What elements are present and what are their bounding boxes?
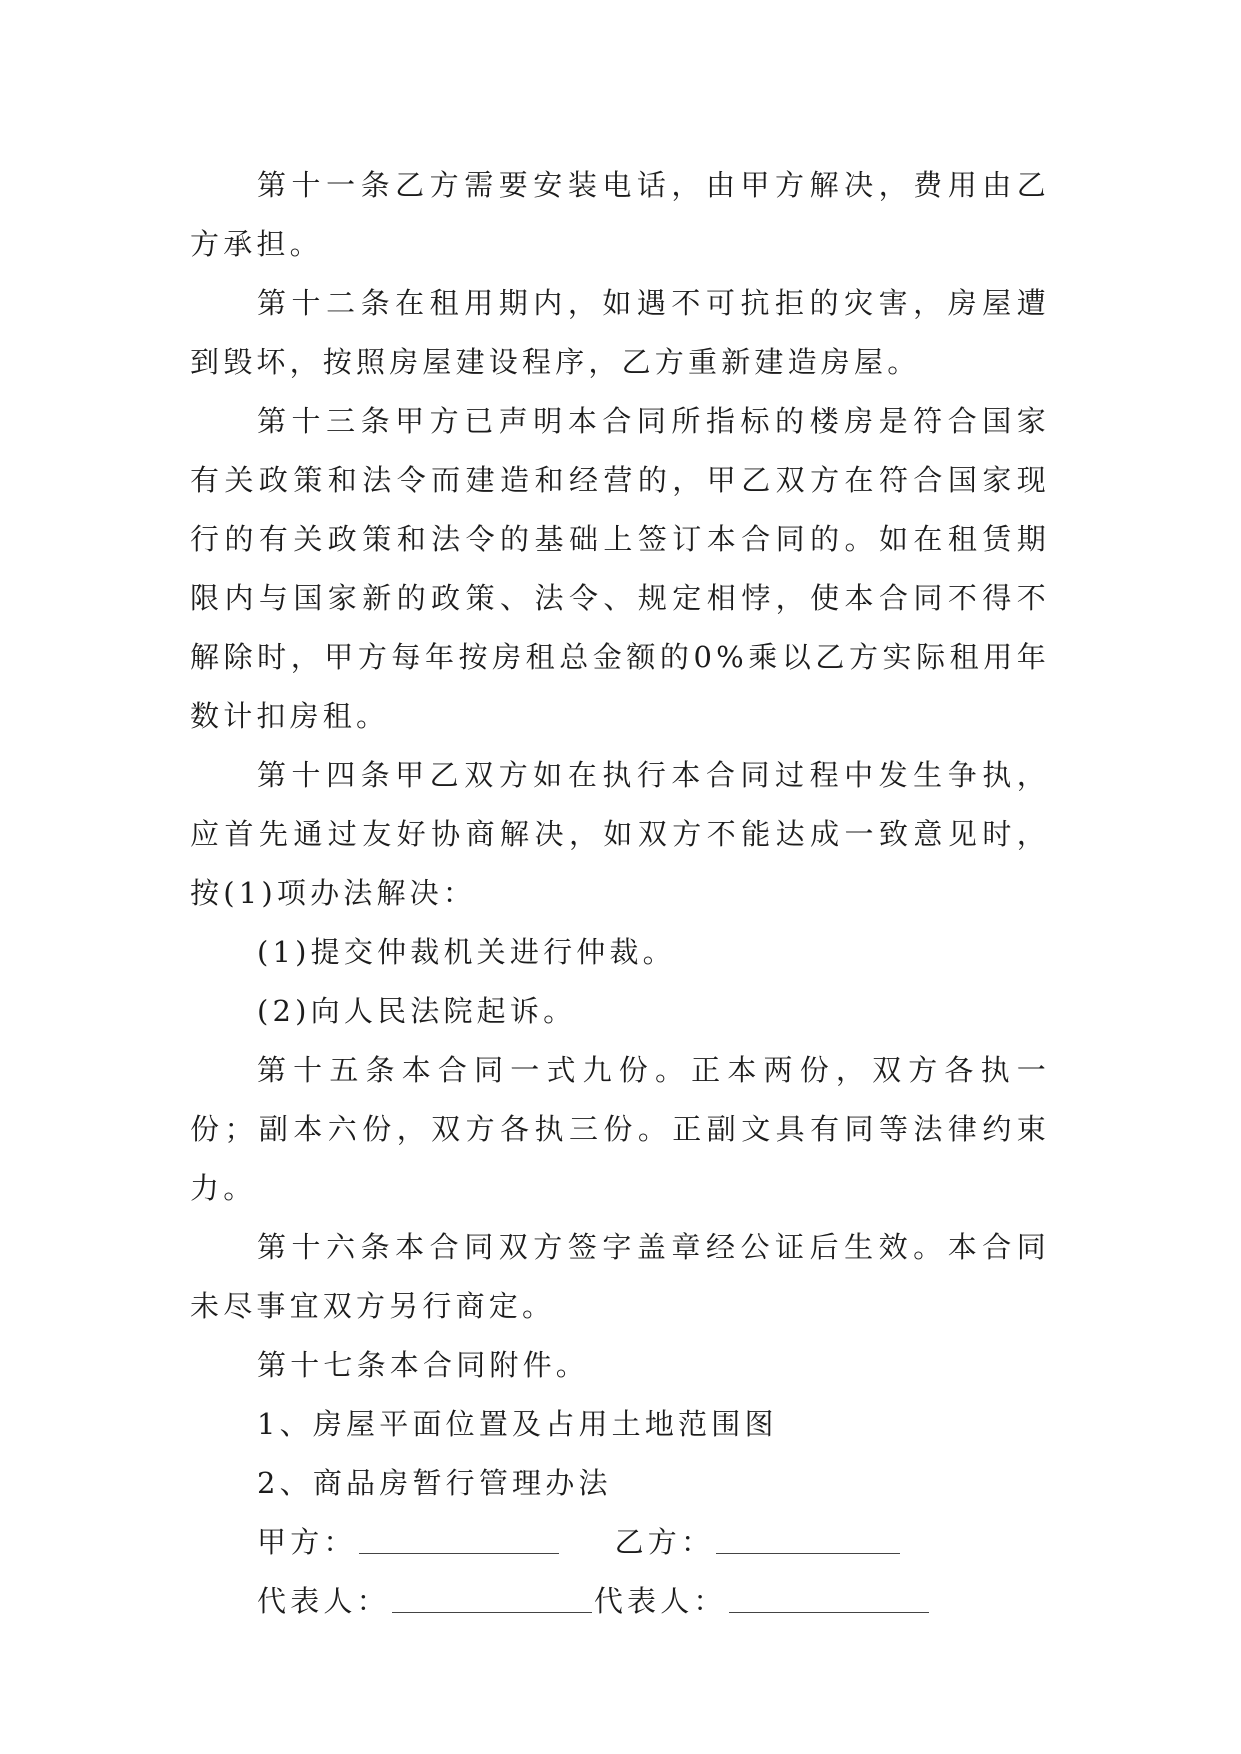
article-11: 第十一条乙方需要安装电话，由甲方解决，费用由乙方承担。 bbox=[190, 168, 1050, 261]
party-b-signature-blank bbox=[716, 1523, 900, 1554]
representative-signature-row bbox=[190, 1572, 1050, 1631]
attachment-1: 1、房屋平面位置及占用土地范围图 bbox=[257, 1407, 778, 1441]
party-b-label: 乙方： bbox=[614, 1525, 715, 1559]
contract-text bbox=[190, 156, 1050, 1631]
party-a-label: 甲方： bbox=[257, 1525, 357, 1559]
article-15: 第十五条本合同一式九份。正本两份，双方各执一份；副本六份，双方各执三份。正副文具有同等法律约束力。 bbox=[190, 1053, 1050, 1205]
article-17: 第十七条本合同附件。 bbox=[257, 1348, 590, 1382]
option-2: (2)向人民法院起诉。 bbox=[257, 994, 577, 1028]
party-a-signature-blank bbox=[359, 1523, 559, 1554]
rep-a-signature-blank bbox=[392, 1582, 592, 1613]
rep-b-signature-blank bbox=[729, 1582, 929, 1613]
article-14: 第十四条甲乙双方如在执行本合同过程中发生争执，应首先通过友好协商解决，如双方不能达成一致意见时，按(1)项办法解决： bbox=[190, 758, 1050, 910]
rep-a-label: 代表人： bbox=[257, 1584, 390, 1618]
article-13: 第十三条甲方已声明本合同所指标的楼房是符合国家有关政策和法令而建造和经营的，甲乙双方在符合国家现行的有关政策和法令的基础上签订本合同的。如在租赁期限内与国家新的政策、法令、规定相悖，使本合同不得不解除时，甲方每年按房租总金额的0%乘以乙方实际租用年数计扣房租。 bbox=[190, 404, 1050, 733]
option-1: (1)提交仲裁机关进行仲裁。 bbox=[257, 935, 676, 969]
party-signature-row bbox=[190, 1513, 1050, 1572]
article-12: 第十二条在租用期内，如遇不可抗拒的灾害，房屋遭到毁坏，按照房屋建设程序，乙方重新建造房屋。 bbox=[190, 286, 1050, 379]
rep-b-label: 代表人： bbox=[593, 1584, 727, 1618]
article-16: 第十六条本合同双方签字盖章经公证后生效。本合同未尽事宜双方另行商定。 bbox=[190, 1230, 1050, 1323]
attachment-2: 2、商品房暂行管理办法 bbox=[257, 1466, 612, 1500]
